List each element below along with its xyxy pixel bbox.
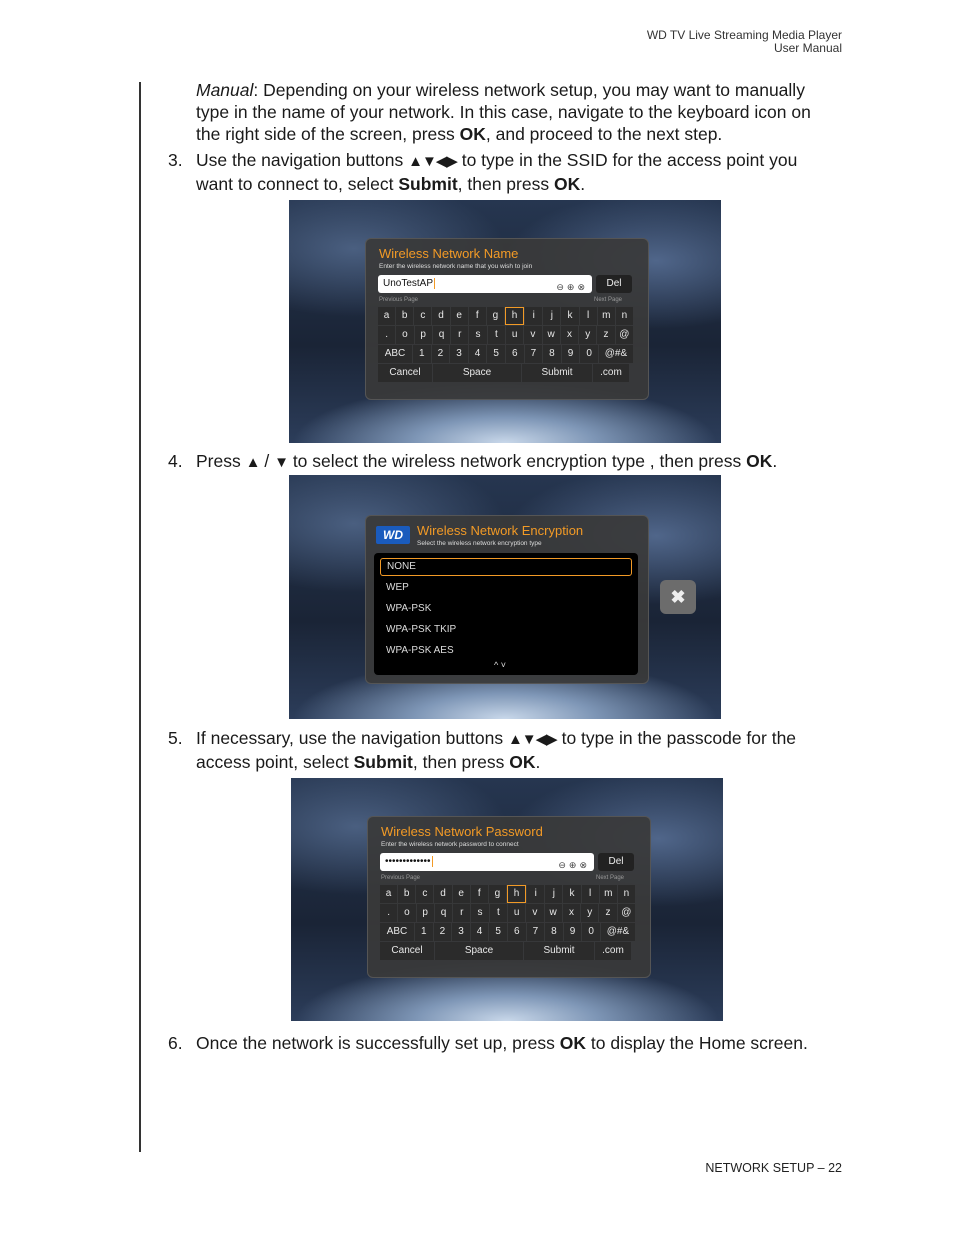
- field-control-icons[interactable]: ⊖⊕⊗: [558, 860, 590, 870]
- keyboard-row-2: [378, 326, 634, 344]
- key-l[interactable]: l: [580, 307, 597, 325]
- key-b[interactable]: b: [396, 307, 413, 325]
- key-at[interactable]: @: [616, 326, 633, 344]
- key-i[interactable]: i: [525, 307, 542, 325]
- step-6-text-b: to display the Home screen.: [586, 1033, 808, 1053]
- keyboard-row-4: [380, 942, 636, 960]
- key-4[interactable]: 4: [471, 923, 489, 941]
- key-5[interactable]: 5: [489, 923, 507, 941]
- manual-text-1: : Depending on your wireless network setup, you may want to manually: [253, 80, 805, 100]
- dialog-title: Wireless Network Encryption: [417, 523, 584, 538]
- next-page-label[interactable]: Next Page: [596, 875, 625, 881]
- key-h-selected[interactable]: h: [505, 307, 524, 325]
- step-4-text-b: to select the wireless network encryption type , then press: [287, 451, 747, 471]
- page-footer: [705, 1161, 842, 1175]
- key-g[interactable]: g: [487, 307, 504, 325]
- key-t[interactable]: t: [490, 904, 507, 922]
- step-3-text-e: .: [580, 174, 586, 194]
- space-button[interactable]: Space: [435, 942, 523, 960]
- key-at[interactable]: @: [618, 904, 635, 922]
- key-k[interactable]: k: [561, 307, 578, 325]
- submit-button[interactable]: Submit: [524, 942, 594, 960]
- header-product: WD TV Live Streaming Media Player: [646, 28, 842, 42]
- option-none-selected[interactable]: NONE: [380, 558, 632, 576]
- key-y[interactable]: y: [581, 904, 598, 922]
- key-d[interactable]: d: [432, 307, 449, 325]
- ok-key-label: OK: [559, 1033, 587, 1053]
- field-control-icons[interactable]: ⊖⊕⊗: [556, 282, 588, 292]
- step-4-text: [196, 450, 856, 474]
- step-5-text-b: to type in the passcode for the: [556, 728, 797, 748]
- key-7[interactable]: 7: [525, 345, 543, 363]
- step-5-text-d: , then press: [412, 752, 510, 772]
- key-v[interactable]: v: [526, 904, 543, 922]
- key-g[interactable]: g: [489, 885, 506, 903]
- key-z[interactable]: z: [599, 904, 616, 922]
- key-m[interactable]: m: [598, 307, 615, 325]
- key-8[interactable]: 8: [543, 345, 561, 363]
- encryption-list: [374, 553, 638, 675]
- key-u[interactable]: u: [506, 326, 523, 344]
- step-5-text: [196, 727, 856, 773]
- screenshot-network-password: [291, 778, 723, 1021]
- ok-key-label: OK: [509, 752, 536, 772]
- key-j[interactable]: j: [543, 307, 560, 325]
- step-5-number: 5.: [168, 728, 183, 748]
- key-0[interactable]: 0: [582, 923, 600, 941]
- step-4-text-e: .: [772, 451, 778, 471]
- key-abc[interactable]: ABC: [378, 345, 412, 363]
- option-wpa-psk-aes[interactable]: WPA-PSK AES: [386, 645, 454, 656]
- text-cursor: [432, 856, 433, 867]
- option-wpa-psk-tkip[interactable]: WPA-PSK TKIP: [386, 624, 457, 635]
- key-2[interactable]: 2: [434, 923, 452, 941]
- key-u[interactable]: u: [508, 904, 525, 922]
- dialog-subtitle: Enter the wireless network name that you wish to join: [379, 263, 533, 270]
- key-c[interactable]: c: [414, 307, 431, 325]
- key-b[interactable]: b: [398, 885, 415, 903]
- key-n[interactable]: n: [616, 307, 633, 325]
- key-r[interactable]: r: [453, 904, 470, 922]
- key-q[interactable]: q: [433, 326, 450, 344]
- ssid-input[interactable]: [378, 275, 592, 293]
- key-9[interactable]: 9: [564, 923, 582, 941]
- key-z[interactable]: z: [597, 326, 614, 344]
- key-symbols[interactable]: @#&: [599, 345, 633, 363]
- space-button[interactable]: Space: [433, 364, 521, 382]
- text-cursor: [434, 278, 435, 289]
- option-wpa-psk[interactable]: WPA-PSK: [386, 603, 432, 614]
- key-e[interactable]: e: [453, 885, 470, 903]
- delete-button[interactable]: Del: [598, 853, 634, 871]
- password-value: •••••••••••••: [385, 856, 431, 867]
- key-1[interactable]: 1: [415, 923, 433, 941]
- step-3-text-c: want to connect to, select: [196, 174, 399, 194]
- cancel-button[interactable]: Cancel: [378, 364, 432, 382]
- screenshot-encryption: [289, 475, 721, 719]
- dotcom-button[interactable]: .com: [595, 942, 631, 960]
- key-w[interactable]: w: [543, 326, 560, 344]
- footer-dash: –: [814, 1161, 829, 1175]
- next-page-label[interactable]: Next Page: [594, 297, 623, 303]
- key-p[interactable]: p: [415, 326, 432, 344]
- previous-page-label[interactable]: Previous Page: [379, 297, 419, 303]
- keyboard-row-3: [378, 345, 634, 363]
- dotcom-button[interactable]: .com: [593, 364, 629, 382]
- step-3-text: [196, 149, 856, 195]
- key-p[interactable]: p: [417, 904, 434, 922]
- key-abc[interactable]: ABC: [380, 923, 414, 941]
- nav-arrows-icon: ▲▼◀▶: [408, 153, 457, 170]
- ok-key-label: OK: [746, 451, 773, 471]
- dialog-title: Wireless Network Password: [381, 824, 543, 839]
- step-3-text-b: to type in the SSID for the access point you: [456, 150, 798, 170]
- key-x[interactable]: x: [563, 904, 580, 922]
- ok-key-label: OK: [553, 174, 581, 194]
- key-q[interactable]: q: [435, 904, 452, 922]
- key-5[interactable]: 5: [487, 345, 505, 363]
- key-period[interactable]: .: [380, 904, 397, 922]
- nav-arrows-icon: ▲▼◀▶: [507, 731, 557, 748]
- key-v[interactable]: v: [524, 326, 541, 344]
- header-doc-type: User Manual: [773, 41, 842, 55]
- key-6[interactable]: 6: [506, 345, 524, 363]
- key-n[interactable]: n: [618, 885, 635, 903]
- key-0[interactable]: 0: [580, 345, 598, 363]
- step-3-number: 3.: [168, 150, 183, 170]
- step-6-text: [196, 1032, 856, 1054]
- step-6-number: 6.: [168, 1033, 183, 1053]
- key-i[interactable]: i: [527, 885, 544, 903]
- key-1[interactable]: 1: [413, 345, 431, 363]
- step-4-text-a: Press: [196, 451, 246, 471]
- keyboard-row-3: [380, 923, 636, 941]
- key-x[interactable]: x: [561, 326, 578, 344]
- key-period[interactable]: .: [378, 326, 395, 344]
- key-a[interactable]: a: [380, 885, 397, 903]
- step-5-text-e: .: [535, 752, 541, 772]
- key-9[interactable]: 9: [562, 345, 580, 363]
- key-a[interactable]: a: [378, 307, 395, 325]
- on-screen-keyboard: [380, 885, 636, 961]
- up-arrow-icon: ▲: [245, 454, 260, 471]
- slash-separator: /: [264, 451, 270, 471]
- key-6[interactable]: 6: [508, 923, 526, 941]
- delete-button[interactable]: Del: [596, 275, 632, 293]
- manual-text-4: , and proceed to the next step.: [485, 124, 723, 144]
- keyboard-row-2: [380, 904, 636, 922]
- dialog-panel: [365, 515, 649, 684]
- manual-paragraph: [196, 79, 856, 145]
- key-k[interactable]: k: [563, 885, 580, 903]
- screenshot-network-name: [289, 200, 721, 443]
- key-w[interactable]: w: [545, 904, 562, 922]
- key-s[interactable]: s: [469, 326, 486, 344]
- key-o[interactable]: o: [398, 904, 415, 922]
- previous-page-label[interactable]: Previous Page: [381, 875, 421, 881]
- step-4-number: 4.: [168, 451, 183, 471]
- key-7[interactable]: 7: [527, 923, 545, 941]
- manual-label: Manual: [196, 80, 254, 100]
- keyboard-row-4: [378, 364, 634, 382]
- page-number: 22: [828, 1161, 842, 1175]
- dialog-panel: [365, 238, 649, 400]
- password-input[interactable]: [380, 853, 594, 871]
- key-h-selected[interactable]: h: [507, 885, 526, 903]
- step-5-text-a: If necessary, use the navigation buttons: [196, 728, 508, 748]
- step-3-text-d: , then press: [457, 174, 554, 194]
- key-3[interactable]: 3: [450, 345, 468, 363]
- manual-text-2: type in the name of your network. In this case, navigate to the keyboard icon on: [196, 102, 811, 122]
- key-s[interactable]: s: [471, 904, 488, 922]
- dialog-subtitle: Select the wireless network encryption type: [417, 540, 542, 547]
- close-icon[interactable]: ✖: [660, 580, 696, 614]
- submit-label: Submit: [353, 752, 413, 772]
- step-5-text-c: access point, select: [196, 752, 354, 772]
- submit-button[interactable]: Submit: [522, 364, 592, 382]
- scroll-chevrons-icon[interactable]: ^ ˅: [494, 660, 506, 670]
- key-f[interactable]: f: [471, 885, 488, 903]
- dialog-subtitle: Enter the wireless network password to connect: [381, 841, 519, 848]
- keyboard-row-1: [380, 885, 636, 903]
- key-e[interactable]: e: [451, 307, 468, 325]
- key-d[interactable]: d: [434, 885, 451, 903]
- cancel-button[interactable]: Cancel: [380, 942, 434, 960]
- key-t[interactable]: t: [488, 326, 505, 344]
- key-8[interactable]: 8: [545, 923, 563, 941]
- manual-text-3: the right side of the screen, press: [196, 124, 460, 144]
- ssid-value: UnoTestAP: [383, 278, 434, 289]
- margin-rule: [139, 82, 141, 1152]
- key-4[interactable]: 4: [469, 345, 487, 363]
- key-f[interactable]: f: [469, 307, 486, 325]
- key-l[interactable]: l: [582, 885, 599, 903]
- key-y[interactable]: y: [579, 326, 596, 344]
- option-wep[interactable]: WEP: [386, 582, 409, 593]
- step-6-text-a: Once the network is successfully set up, press: [196, 1033, 560, 1053]
- on-screen-keyboard: [378, 307, 634, 383]
- key-symbols[interactable]: @#&: [601, 923, 635, 941]
- wd-logo: WD: [376, 526, 410, 544]
- dialog-panel: [367, 816, 651, 978]
- key-r[interactable]: r: [451, 326, 468, 344]
- key-o[interactable]: o: [396, 326, 413, 344]
- key-3[interactable]: 3: [452, 923, 470, 941]
- step-3-text-a: Use the navigation buttons: [196, 150, 409, 170]
- running-header: [647, 29, 842, 55]
- dialog-title: Wireless Network Name: [379, 246, 519, 261]
- key-2[interactable]: 2: [432, 345, 450, 363]
- submit-label: Submit: [398, 174, 458, 194]
- key-m[interactable]: m: [600, 885, 617, 903]
- down-arrow-icon: ▼: [274, 454, 288, 471]
- key-j[interactable]: j: [545, 885, 562, 903]
- keyboard-row-1: [378, 307, 634, 325]
- key-c[interactable]: c: [416, 885, 433, 903]
- footer-section: NETWORK SETUP: [705, 1161, 815, 1175]
- ok-key-label: OK: [459, 124, 486, 144]
